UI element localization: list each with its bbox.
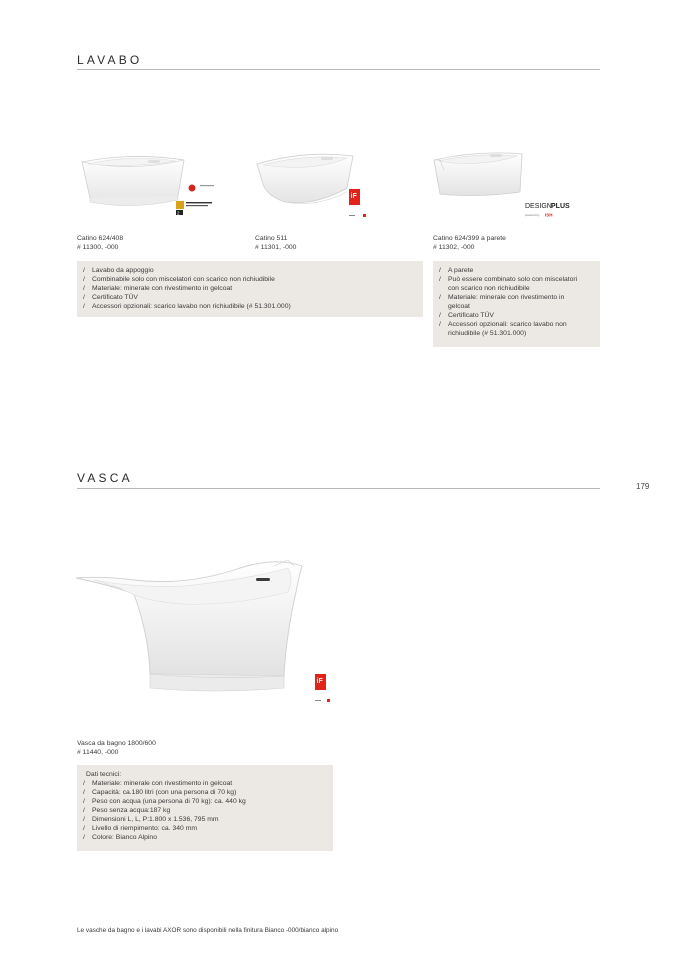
spec-item: / A parete <box>439 266 594 275</box>
product-code: # 11302, -000 <box>433 244 475 251</box>
section-rule-lavabo <box>77 69 600 70</box>
product-name: Catino 511 <box>255 235 288 242</box>
spec-item: / Livello di riempimento: ca. 340 mm <box>83 824 327 833</box>
designplus-word1: DESIGN <box>525 203 552 210</box>
spec-item: / Accessori opzionali: scarico lavabo non <box>439 320 594 329</box>
spec-item: / Materiale: minerale con rivestimento in gelcoat <box>83 284 417 293</box>
designplus-word2: PLUS <box>551 203 570 210</box>
product-code: # 11301, -000 <box>255 244 297 251</box>
section-rule-vasca <box>77 488 600 489</box>
product-name: Catino 624/399 a parete <box>433 235 506 242</box>
if-award-text: iF <box>316 678 323 685</box>
spec-item: / Accessori opzionali: scarico lavabo non richiudibile (# 51.301.000) <box>83 302 417 311</box>
spec-item: / Peso con acqua (una persona di 70 kg): ca. 440 kg <box>83 797 327 806</box>
specs-heading: Dati tecnici: <box>86 771 122 778</box>
designplus-award-logo <box>525 201 581 224</box>
spec-item-continued: richiudibile (# 51.301.000) <box>448 330 527 337</box>
bathtub-specs-box <box>77 765 333 851</box>
product-name: Vasca da bagno 1800/600 <box>77 740 156 747</box>
bathtub-caption <box>77 739 156 757</box>
footer-note: Le vasche da bagno e i lavabi AXOR sono disponibili nella finitura Bianco -000/bianco alpino <box>77 927 339 934</box>
bathtub-1800-600-image <box>74 556 306 696</box>
if-award-logo-tub <box>315 674 335 709</box>
spec-item: / Lavabo da appoggio <box>83 266 417 275</box>
spec-item: / Materiale: minerale con rivestimento in gelcoat <box>83 779 327 788</box>
section-title-vasca: VASCA <box>77 471 133 485</box>
section-title-lavabo: LAVABO <box>77 53 143 67</box>
spec-item: / Capacità: ca.180 litri (con una persona di 70 kg) <box>83 788 327 797</box>
basin-624-408-caption <box>77 234 123 252</box>
basin-624-399-image <box>430 148 526 204</box>
spec-item: / Certificato TÜV <box>439 311 594 320</box>
product-code: # 11300, -000 <box>77 244 119 251</box>
basins-specs-box <box>77 261 423 317</box>
product-name: Catino 624/408 <box>77 235 124 242</box>
spec-item: / Dimensioni L, L, P:1.800 x 1.536, 795 mm <box>83 815 327 824</box>
spec-item: / Colore: Bianco Alpino <box>83 833 327 842</box>
svg-text:2: 2 <box>177 210 180 216</box>
spec-item: / Può essere combinato solo con miscelatori <box>439 275 594 284</box>
spec-item: / Combinabile solo con miscelatori con scarico non richiudibile <box>83 275 417 284</box>
basin-511-image <box>255 150 355 208</box>
if-award-logo <box>349 189 369 224</box>
basin-511-caption <box>255 234 296 252</box>
spec-item: / Certificato TÜV <box>83 293 417 302</box>
designplus-ish: ISH <box>545 212 553 218</box>
designplus-powered: powered by <box>525 213 540 217</box>
spec-item-continued: gelcoat <box>448 303 470 310</box>
spec-item-continued: con scarico non richiudibile <box>448 285 530 292</box>
basin-624-399-caption <box>433 234 506 252</box>
spec-item: / Peso senza acqua:187 kg <box>83 806 327 815</box>
spec-item: / Materiale: minerale con rivestimento in <box>439 293 594 302</box>
basin-624-408-image <box>78 150 188 208</box>
product-code: # 11440, -000 <box>77 749 119 756</box>
page-number: 179 <box>636 482 650 491</box>
wall-basin-specs-box <box>433 261 600 347</box>
if-award-text: iF <box>350 193 357 200</box>
reddot-award-logo <box>176 184 216 221</box>
